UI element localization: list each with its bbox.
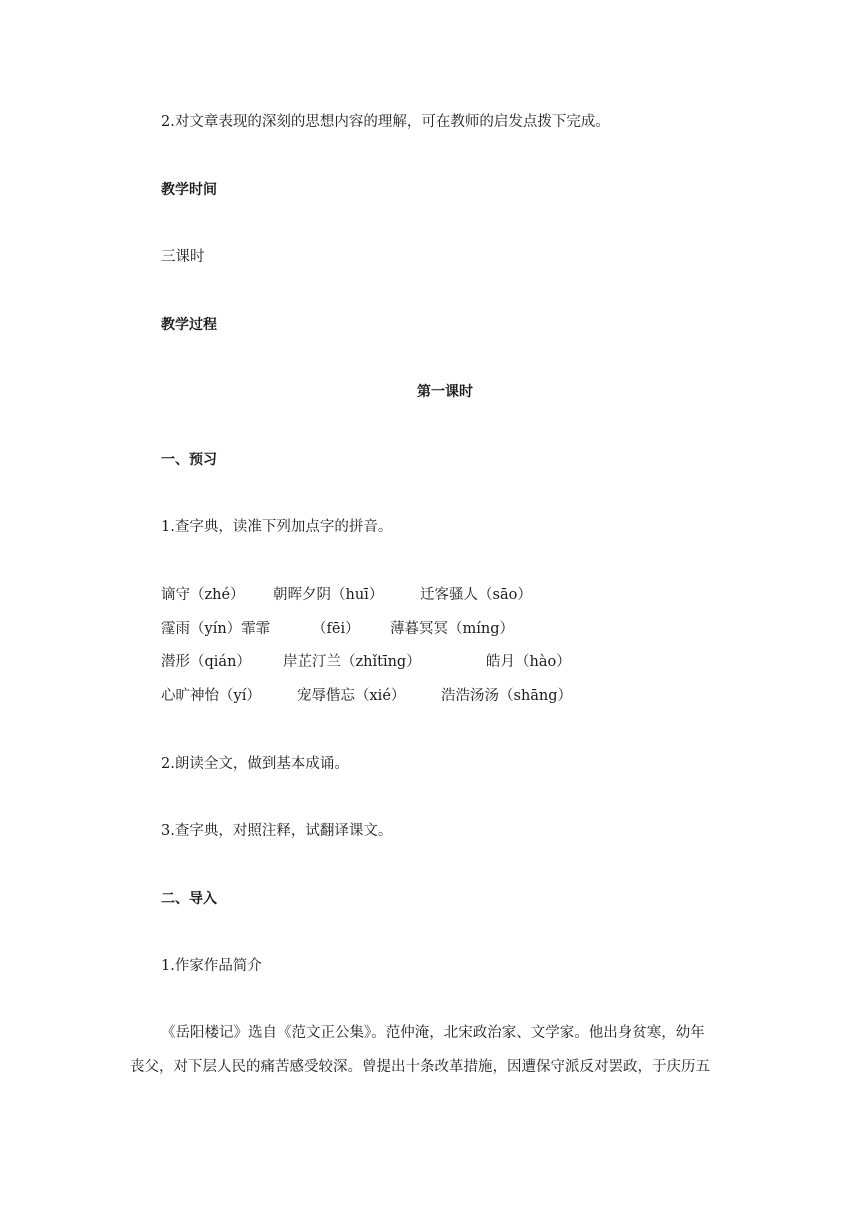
pinyin-item: 霪雨（yín）霏霏 <box>161 621 271 637</box>
objective-2-text: 2.对文章表现的深刻的思想内容的理解，可在教师的启发点拨下完成。 <box>161 114 610 130</box>
pinyin-item: 心旷神怡（yí） <box>161 688 261 704</box>
pinyin-item: 谪守（zhé） <box>161 587 245 603</box>
heading-teaching-time: 教学时间 <box>161 182 217 198</box>
lesson-title: 第一课时 <box>417 384 473 400</box>
intro-paragraph-line-2: 丧父，对下层人民的痛苦感受较深。曾提出十条改革措施，因遭保守派反对罢政，于庆历五 <box>130 1059 710 1075</box>
section-introduction-title: 二、导入 <box>161 891 217 907</box>
pinyin-item: 迁客骚人（sāo） <box>420 587 532 603</box>
pinyin-item: （fēi） <box>312 621 360 637</box>
section-preview-title: 一、预习 <box>161 452 217 468</box>
intro-paragraph-line-1: 《岳阳楼记》选自《范文正公集》。范仲淹，北宋政治家、文学家。他出身贫寒，幼年 <box>161 1025 705 1041</box>
intro-item-author: 1.作家作品简介 <box>161 958 262 974</box>
pinyin-item: 朝晖夕阴（huī） <box>273 587 384 603</box>
preview-step-1: 1.查字典，读准下列加点字的拼音。 <box>161 519 393 535</box>
pinyin-item: 皓月（hào） <box>486 654 571 670</box>
heading-teaching-process: 教学过程 <box>161 317 217 333</box>
pinyin-item: 宠辱偕忘（xié） <box>297 688 406 704</box>
preview-step-3: 3.查字典，对照注释，试翻译课文。 <box>161 823 393 839</box>
pinyin-item: 潜形（qián） <box>161 654 251 670</box>
teaching-time-value: 三课时 <box>161 249 205 265</box>
pinyin-item: 岸芷汀兰（zhǐtīng） <box>283 654 421 670</box>
pinyin-item: 浩浩汤汤（shāng） <box>441 688 573 704</box>
pinyin-item: 薄暮冥冥（míng） <box>390 621 515 637</box>
preview-step-2: 2.朗读全文，做到基本成诵。 <box>161 756 349 772</box>
